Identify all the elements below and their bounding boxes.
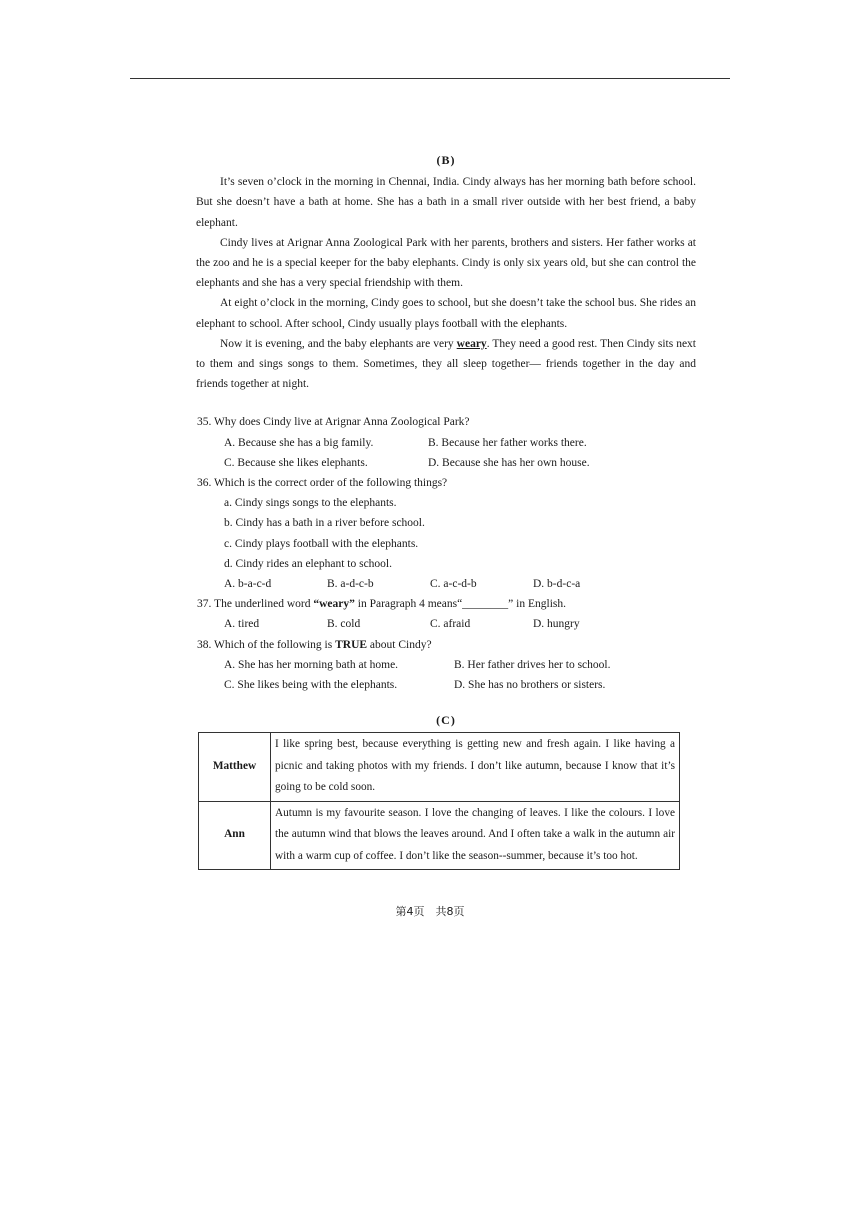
event-item-d: d. Cindy rides an elephant to school. — [224, 557, 392, 570]
passage-paragraph-4 — [196, 334, 696, 395]
question-35: 35. Why does Cindy live at Arignar Anna Zoological Park? — [197, 416, 470, 429]
q37-text-before: 37. The underlined word — [197, 598, 314, 611]
reading-passage-b — [196, 172, 696, 394]
event-item-b: b. Cindy has a bath in a river before school. — [224, 517, 425, 530]
option-36-d: D. b-d-c-a — [533, 578, 581, 591]
question-38-options — [196, 655, 696, 675]
passage-paragraph-3: At eight o’clock in the morning, Cindy goes to school, but she doesn’t take the school bus. She rides an elephant to school. After school, Cindy usually plays football with the elephants. — [196, 297, 696, 330]
table-row — [199, 801, 680, 870]
option-36-b: B. a-d-c-b — [327, 578, 374, 591]
opinion-text-cell: Autumn is my favourite season. I love the changing of leaves. I like the colours. I love the autumn wind that blows the leaves around. And I often take a walk in the autumn air with a warm cup of coffee. I don’t like the season--summer, because it’s too hot. — [271, 801, 680, 870]
question-36-options — [196, 574, 696, 594]
opinion-text-cell: I like spring best, because everything is getting new and fresh again. I like having a picnic and taking photos with my friends. I don’t like autumn, because I know that it’s going to be cold soon. — [271, 733, 680, 802]
passage-paragraph-1: It’s seven o’clock in the morning in Chennai, India. Cindy always has her morning bath before school. But she doesn’t have a bath at home. She has a bath in a small river outside with her best friend, a baby elephant. — [196, 176, 696, 229]
option-35-a: A. Because she has a big family. — [224, 436, 374, 449]
question-35-options-2 — [196, 453, 696, 473]
question-38 — [196, 635, 696, 655]
option-36-a: A. b-a-c-d — [224, 578, 272, 591]
option-35-c: C. Because she likes elephants. — [224, 456, 368, 469]
option-38-c: C. She likes being with the elephants. — [224, 679, 398, 692]
q38-text-before: 38. Which of the following is — [197, 638, 336, 651]
question-37-options — [196, 614, 696, 634]
event-item-a: a. Cindy sings songs to the elephants. — [224, 497, 397, 510]
question-36: 36. Which is the correct order of the following things? — [197, 477, 448, 490]
question-38-options-2 — [196, 675, 696, 695]
option-37-a: A. tired — [224, 618, 260, 631]
underlined-word-weary: weary — [456, 337, 487, 350]
section-c-heading: (C) — [436, 713, 456, 728]
option-38-a: A. She has her morning bath at home. — [224, 658, 399, 671]
option-38-d: D. She has no brothers or sisters. — [454, 679, 606, 692]
question-list — [196, 412, 696, 695]
season-opinion-table — [198, 732, 680, 870]
p4-text-before: Now it is evening, and the baby elephants are very — [220, 337, 457, 350]
option-37-c: C. afraid — [430, 618, 471, 631]
person-name-cell: Matthew — [199, 733, 271, 802]
q37-bold-word: “weary” — [313, 598, 355, 611]
table-row — [199, 733, 680, 802]
p4-text-after: . They need a good rest. Then Cindy sits next to them and sings songs to them. Sometimes, they all sleep together— friends together in the day and friends together at night. — [196, 337, 697, 391]
option-36-c: C. a-c-d-b — [430, 578, 477, 591]
question-37 — [196, 594, 696, 614]
q37-text-after: in Paragraph 4 means“________” in English. — [354, 598, 566, 611]
option-35-d: D. Because she has her own house. — [428, 456, 590, 469]
person-name-cell: Ann — [199, 801, 271, 870]
section-b-heading: (B) — [436, 153, 456, 167]
option-37-b: B. cold — [327, 618, 361, 631]
q38-text-after: about Cindy? — [367, 638, 432, 651]
exam-sheet — [196, 150, 696, 870]
option-35-b: B. Because her father works there. — [428, 436, 587, 449]
option-37-d: D. hungry — [533, 618, 580, 631]
page-number: 第4页 共8页 — [395, 905, 465, 918]
passage-paragraph-2: Cindy lives at Arignar Anna Zoological Park with her parents, brothers and sisters. Her father works at the zoo and he is a special keeper for the baby elephants. Cindy is only six years old, but she can control the elephants and she has a very special friendship with them. — [196, 236, 696, 290]
q38-bold-word: TRUE — [335, 638, 368, 651]
event-item-c: c. Cindy plays football with the elephants. — [224, 537, 419, 550]
option-38-b: B. Her father drives her to school. — [454, 658, 611, 671]
top-rule — [130, 78, 730, 79]
question-35-options — [196, 433, 696, 453]
